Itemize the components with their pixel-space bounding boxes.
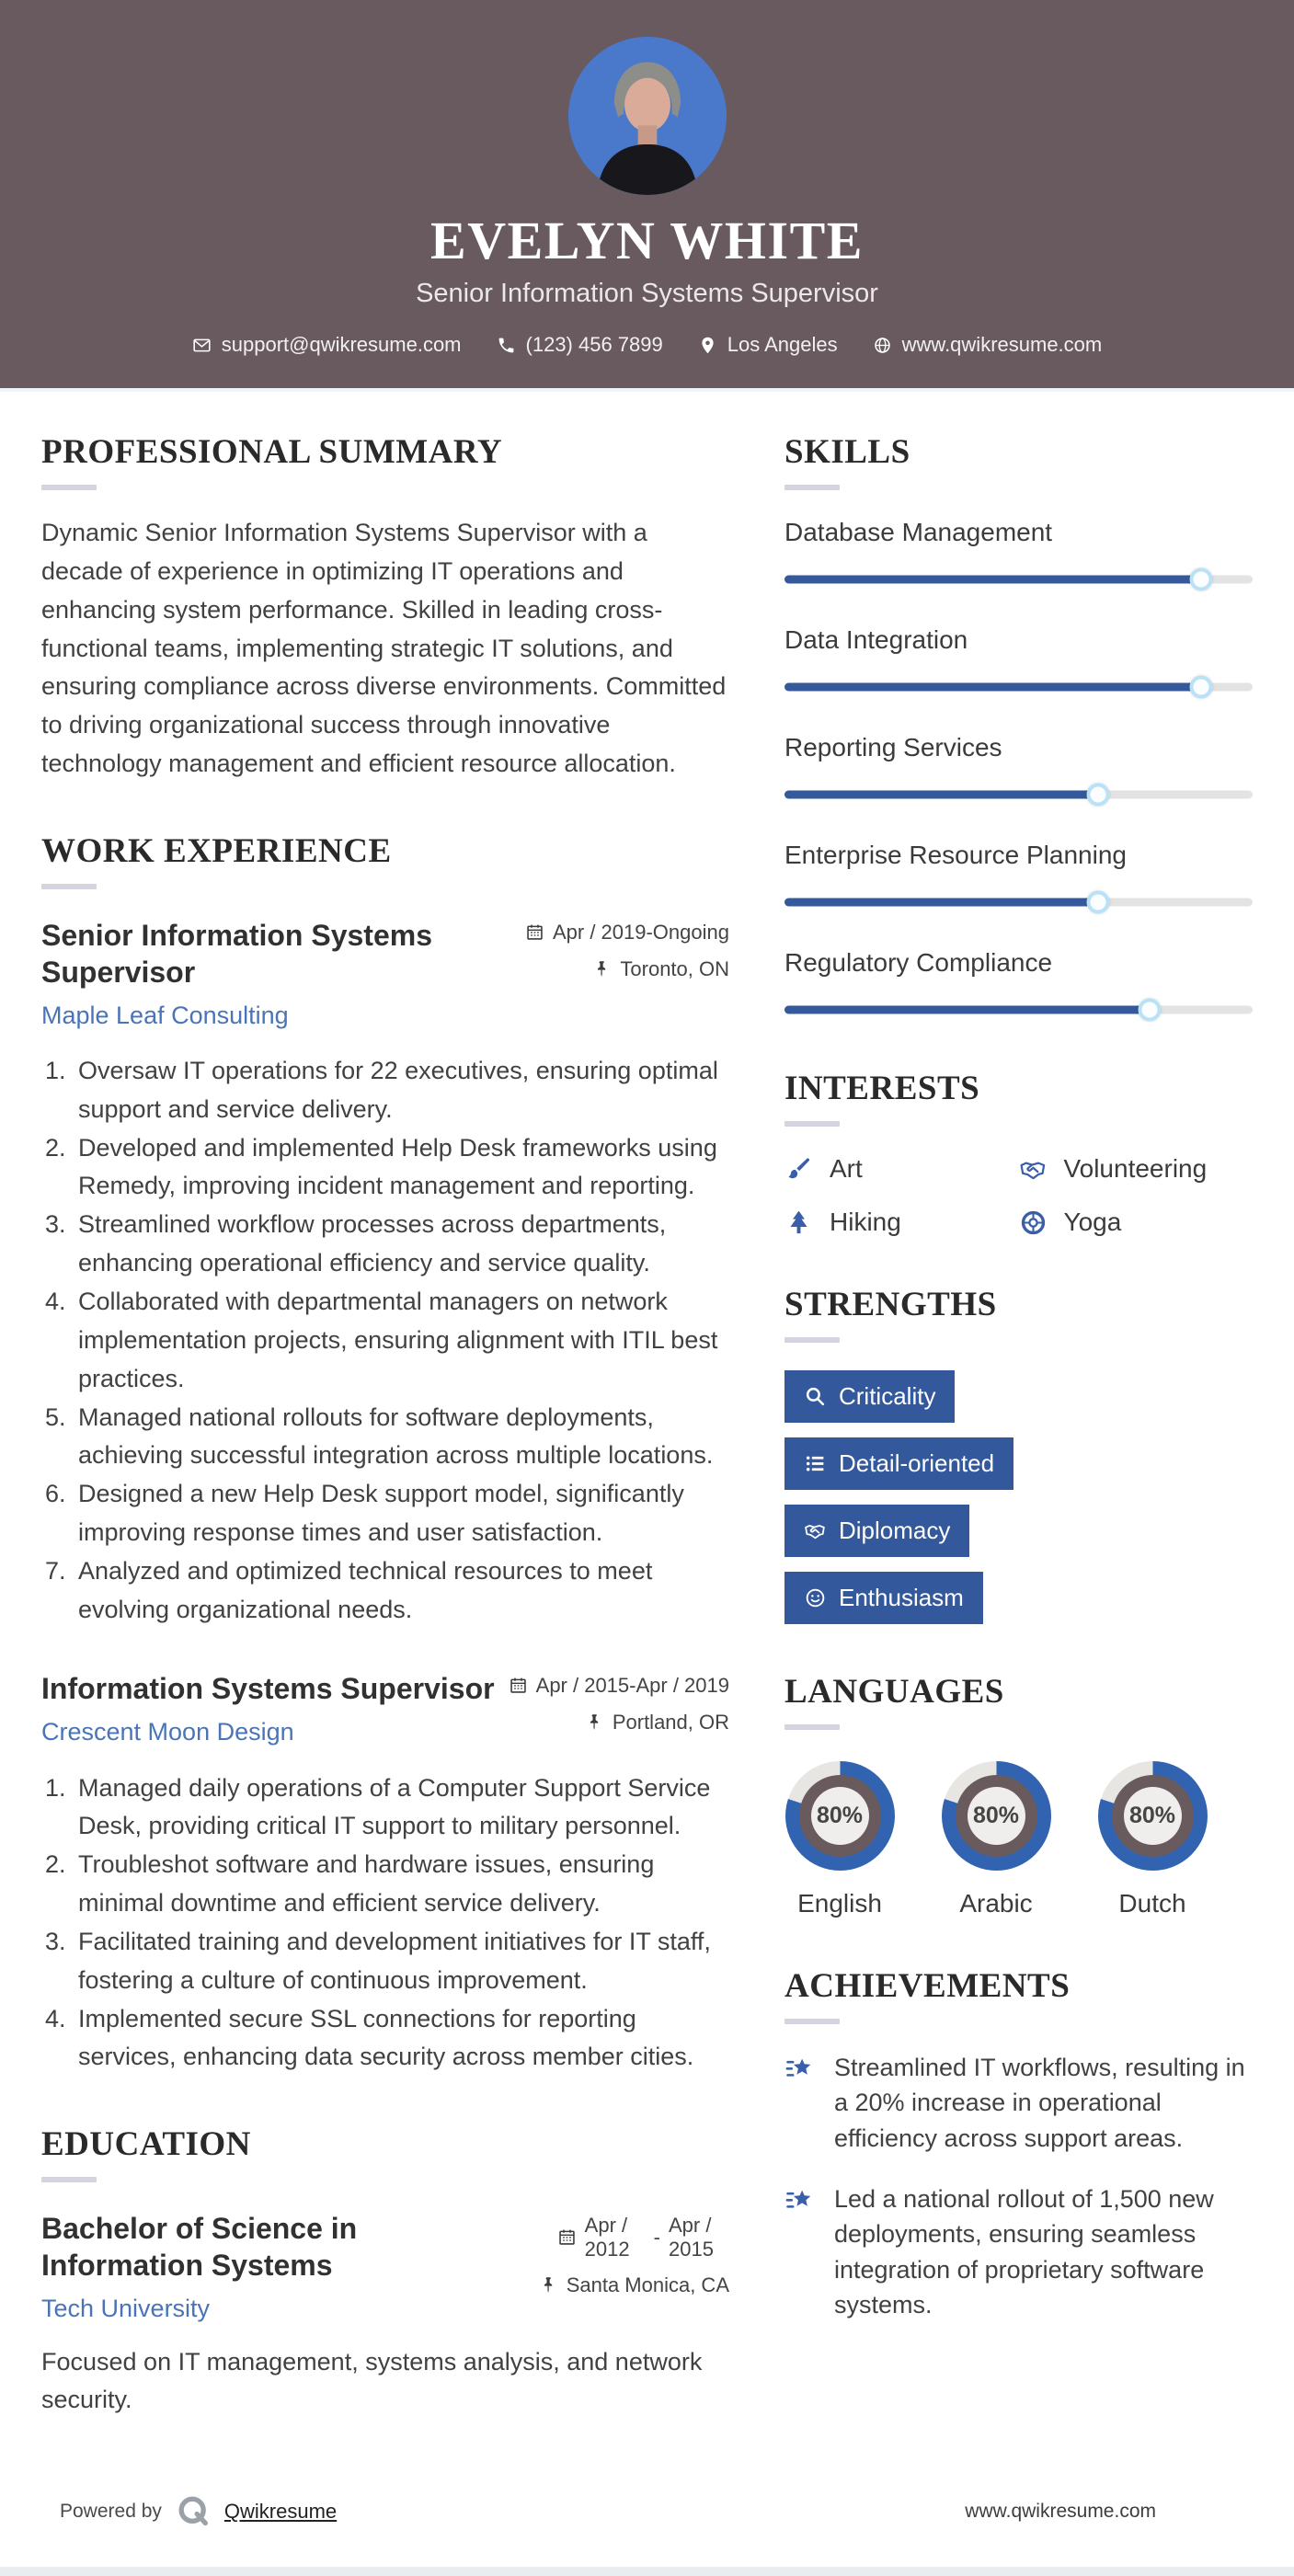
slider-knob[interactable] [1190, 567, 1213, 590]
donut-percent: 80% [968, 1787, 1025, 1845]
section-languages [784, 1672, 1253, 1918]
strength-label: Enthusiasm [839, 1584, 964, 1611]
profile-photo-illustration [568, 37, 727, 195]
section-heading: INTERESTS [784, 1070, 980, 1107]
strength-badges [784, 1370, 1171, 1624]
date-separator: - [653, 2225, 660, 2249]
slider-knob[interactable] [1087, 890, 1110, 913]
slider-knob[interactable] [1139, 998, 1162, 1021]
skill-list [784, 518, 1253, 1021]
section-professional-summary [41, 432, 729, 784]
heading-underline [784, 1337, 840, 1343]
job-bullet: Managed national rollouts for software deployments, achieving successful integration across multiple locations. [78, 1402, 714, 1470]
section-achievements [784, 1966, 1253, 2322]
q-logo-icon [175, 2493, 212, 2530]
skill-item [784, 625, 1253, 698]
education-date-start: Apr / 2012 [584, 2214, 630, 2261]
job-bullet: Facilitated training and development initiatives for IT staff, fostering a culture of continuous improvement. [78, 1927, 711, 1994]
education-meta [539, 2210, 729, 2310]
job-title: Information Systems Supervisor [41, 1671, 495, 1705]
interest-label: Art [830, 1154, 863, 1183]
slider-fill [784, 790, 1098, 798]
powered-by-text: Powered by [60, 2501, 162, 2523]
achievement-list [784, 2050, 1253, 2322]
profile-photo [568, 37, 727, 195]
contact-text: support@qwikresume.com [221, 333, 462, 356]
header [0, 0, 1294, 392]
skill-item [784, 733, 1253, 806]
interests-grid [784, 1154, 1253, 1237]
interest-item [1019, 1154, 1254, 1184]
slider-knob[interactable] [1087, 783, 1110, 806]
magnifier-icon [804, 1385, 827, 1408]
phone-icon [497, 336, 516, 355]
language-label: English [797, 1889, 882, 1918]
skill-label: Regulatory Compliance [784, 948, 1053, 977]
heading-underline [784, 1724, 840, 1730]
education-date-end: Apr / 2015 [669, 2214, 714, 2261]
skill-label: Data Integration [784, 625, 968, 654]
interest-item [1019, 1208, 1254, 1237]
skill-slider[interactable] [784, 567, 1253, 590]
smiley-icon [804, 1586, 827, 1609]
donut-percent: 80% [1124, 1787, 1182, 1845]
skill-slider[interactable] [784, 998, 1253, 1021]
skill-item [784, 518, 1253, 590]
slider-knob[interactable] [1190, 675, 1213, 698]
donut-percent: 80% [811, 1787, 869, 1845]
job-bullet: Collaborated with departmental managers on network implementation projects, ensuring alignment with ITIL best practices. [78, 1287, 718, 1392]
strength-label: Criticality [839, 1382, 936, 1410]
section-interests [784, 1069, 1253, 1237]
interest-label: Yoga [1063, 1208, 1122, 1236]
strength-badge [784, 1572, 983, 1624]
section-strengths [784, 1285, 1253, 1624]
page-bottom-edge [0, 2567, 1294, 2576]
skill-item [784, 841, 1253, 913]
section-work-experience [41, 831, 729, 2077]
contact-item[interactable] [873, 333, 1103, 357]
language-donut-chart [942, 1761, 1051, 1871]
company-link[interactable]: Maple Leaf Consulting [41, 1001, 289, 1029]
language-label: Dutch [1118, 1889, 1186, 1918]
main-content [0, 392, 1294, 2466]
interest-item [784, 1154, 1019, 1184]
slider-fill [784, 575, 1201, 583]
strength-label: Diplomacy [839, 1517, 951, 1544]
person-name: EVELYN WHITE [430, 211, 864, 270]
summary-text: Dynamic Senior Information Systems Supervisor with a decade of experience in optimizing IT operations and enhancing system performance. Skilled in leading cross-functional teams, implementing strategic IT solutions, and ensuring compliance across diverse environments. Committed to driving organizational success through innovative technology management and efficient resource allocation. [41, 519, 727, 778]
pin-icon [592, 959, 612, 979]
job-bullet: Analyzed and optimized technical resources to meet evolving organizational needs. [78, 1556, 653, 1623]
website-link[interactable]: www.qwikresume.com [965, 2501, 1156, 2523]
strength-badge [784, 1370, 955, 1423]
job-bullet: Managed daily operations of a Computer Support Service Desk, providing critical IT support to military personnel. [78, 1773, 711, 1840]
language-donut-chart [785, 1761, 895, 1871]
section-heading: STRENGTHS [784, 1286, 997, 1323]
handshake-icon [1019, 1155, 1048, 1184]
achievement-item [784, 2050, 1253, 2156]
contact-text: Los Angeles [727, 333, 838, 356]
job-entry [41, 1670, 729, 2078]
job-meta [509, 1670, 729, 1747]
heading-underline [784, 2019, 840, 2024]
skill-slider[interactable] [784, 890, 1253, 913]
star-icon [784, 2185, 816, 2216]
interest-label: Hiking [830, 1208, 901, 1236]
slider-fill [784, 682, 1201, 691]
section-heading: ACHIEVEMENTS [784, 1967, 1071, 2005]
job-bullet-list [41, 1769, 729, 2078]
achievement-text: Streamlined IT workflows, resulting in a 20% increase in operational efficiency across support areas. [834, 2054, 1245, 2152]
school-link[interactable]: Tech University [41, 2295, 211, 2323]
interest-label: Volunteering [1063, 1154, 1208, 1183]
achievement-text: Led a national rollout of 1,500 new deployments, ensuring seamless integration of proprietary software systems. [834, 2184, 1214, 2318]
footer [0, 2466, 1294, 2567]
job-bullet: Troubleshot software and hardware issues, ensuring minimal downtime and efficient service delivery. [78, 1850, 655, 1918]
job-bullet: Developed and implemented Help Desk frameworks using Remedy, improving incident management and reporting. [78, 1133, 717, 1200]
section-heading: SKILLS [784, 433, 910, 471]
achievement-item [784, 2181, 1253, 2322]
heading-underline [41, 2177, 97, 2182]
skill-label: Database Management [784, 518, 1053, 546]
tree-icon [784, 1208, 813, 1237]
strength-label: Detail-oriented [839, 1449, 995, 1477]
skill-label: Enterprise Resource Planning [784, 841, 1127, 869]
education-location: Santa Monica, CA [566, 2273, 729, 2296]
location-icon [698, 336, 717, 355]
language-label: Arabic [959, 1889, 1033, 1918]
language-item [1097, 1761, 1208, 1918]
job-bullet: Implemented secure SSL connections for reporting services, enhancing data security across member cities. [78, 2004, 694, 2071]
star-icon [784, 2054, 816, 2085]
powered-by [60, 2493, 337, 2530]
right-column [784, 432, 1253, 2370]
job-bullet: Oversaw IT operations for 22 executives, ensuring optimal support and service delivery. [78, 1056, 718, 1123]
slider-fill [784, 1005, 1150, 1013]
job-entry [41, 917, 729, 1630]
job-list [41, 917, 729, 2077]
heading-underline [784, 1121, 840, 1127]
section-education [41, 2124, 729, 2418]
section-heading: PROFESSIONAL SUMMARY [41, 433, 503, 471]
section-heading: LANGUAGES [784, 1673, 1004, 1711]
contact-row [0, 333, 1294, 357]
paintbrush-icon [784, 1155, 813, 1184]
calendar-icon [525, 922, 544, 942]
interest-item [784, 1208, 1019, 1237]
section-heading: EDUCATION [41, 2125, 251, 2164]
job-location: Portland, OR [612, 1710, 729, 1734]
calendar-icon [509, 1676, 528, 1695]
left-column [41, 432, 729, 2466]
strength-badge [784, 1505, 969, 1557]
brand-link[interactable]: Qwikresume [223, 2500, 338, 2524]
education-entry [41, 2210, 729, 2418]
section-heading: WORK EXPERIENCE [41, 831, 392, 870]
language-donut-chart [1098, 1761, 1208, 1871]
contact-item[interactable] [192, 333, 462, 357]
job-bullet-list [41, 1052, 729, 1630]
pin-icon [539, 2275, 558, 2295]
list-icon [804, 1452, 827, 1475]
calendar-icon [557, 2227, 577, 2247]
contact-text: (123) 456 7899 [525, 333, 663, 356]
skill-slider[interactable] [784, 783, 1253, 806]
education-description: Focused on IT management, systems analysis, and network security. [41, 2348, 703, 2413]
language-list [784, 1761, 1253, 1918]
section-skills [784, 432, 1253, 1021]
lifebuoy-icon [1019, 1208, 1048, 1237]
pin-icon [585, 1712, 604, 1732]
skill-label: Reporting Services [784, 733, 1002, 761]
job-bullet: Designed a new Help Desk support model, significantly improving response times and user satisfaction. [78, 1480, 684, 1547]
slider-fill [784, 898, 1098, 906]
job-meta [525, 917, 729, 994]
job-title: Senior Information Systems Supervisor [41, 918, 432, 989]
skill-item [784, 948, 1253, 1021]
job-bullet: Streamlined workflow processes across departments, enhancing operational efficiency and service quality. [78, 1210, 667, 1277]
company-link[interactable]: Crescent Moon Design [41, 1717, 294, 1746]
contact-item[interactable] [698, 333, 838, 357]
job-dates: Apr / 2019-Ongoing [552, 920, 729, 944]
handshake-icon [804, 1519, 827, 1542]
contact-item[interactable] [497, 333, 663, 357]
skill-slider[interactable] [784, 675, 1253, 698]
contact-text: www.qwikresume.com [901, 333, 1103, 356]
language-item [784, 1761, 895, 1918]
heading-underline [784, 485, 840, 490]
language-item [941, 1761, 1051, 1918]
degree-title: Bachelor of Science in Information Systems [41, 2212, 358, 2283]
heading-underline [41, 485, 97, 490]
email-icon [192, 336, 212, 355]
job-location: Toronto, ON [620, 956, 729, 980]
job-dates: Apr / 2015-Apr / 2019 [535, 1673, 729, 1697]
globe-icon [873, 336, 892, 355]
strength-badge [784, 1437, 1013, 1490]
person-title: Senior Information Systems Supervisor [416, 279, 878, 308]
heading-underline [41, 884, 97, 889]
